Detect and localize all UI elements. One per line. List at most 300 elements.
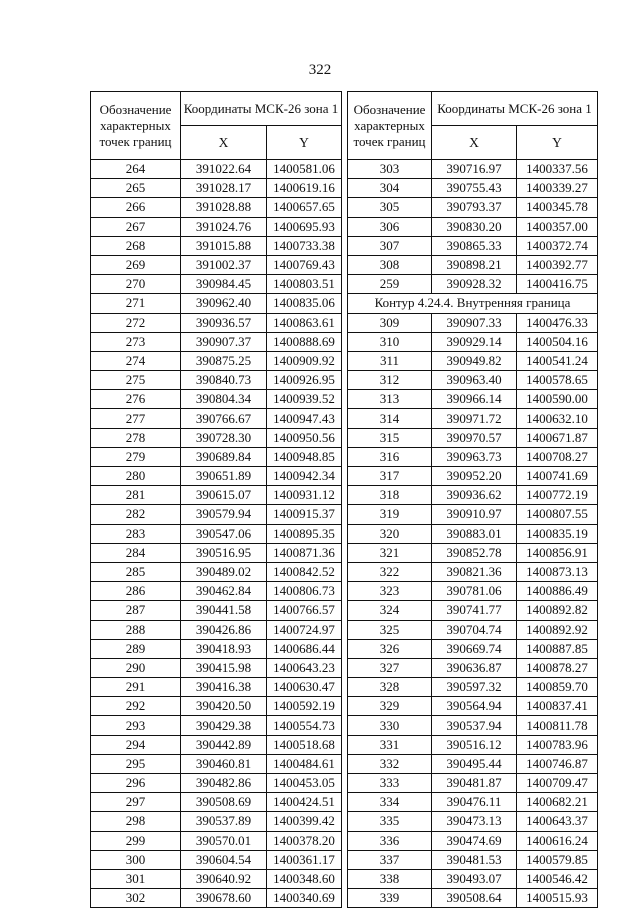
- x-coordinate-cell: 390804.34: [181, 390, 267, 409]
- table-row: [348, 390, 598, 409]
- y-coordinate-cell: 1400504.16: [517, 332, 598, 351]
- x-coordinate-cell: 391022.64: [181, 160, 267, 179]
- x-coordinate-cell: 390755.43: [432, 179, 517, 198]
- table-row: [91, 812, 342, 831]
- table-row: [91, 543, 342, 562]
- point-number-cell: 285: [91, 562, 181, 581]
- point-number-cell: 270: [91, 275, 181, 294]
- page-number: 322: [308, 62, 332, 78]
- y-coordinate-cell: 1400579.85: [517, 850, 598, 869]
- y-coordinate-cell: 1400772.19: [517, 486, 598, 505]
- y-coordinate-cell: 1400835.19: [517, 524, 598, 543]
- y-coordinate-cell: 1400578.65: [517, 371, 598, 390]
- x-coordinate-cell: 390418.93: [181, 639, 267, 658]
- y-coordinate-cell: 1400581.06: [267, 160, 342, 179]
- y-coordinate-cell: 1400643.37: [517, 812, 598, 831]
- table-row: [91, 179, 342, 198]
- point-number-cell: 311: [348, 351, 432, 370]
- table-row: [91, 582, 342, 601]
- table-row: [91, 754, 342, 773]
- table-row: [348, 505, 598, 524]
- y-coordinate-cell: 1400724.97: [267, 620, 342, 639]
- table-row: [348, 754, 598, 773]
- point-number-cell: 302: [91, 889, 181, 908]
- point-number-cell: 329: [348, 697, 432, 716]
- y-coordinate-cell: 1400632.10: [517, 409, 598, 428]
- table-row: [348, 601, 598, 620]
- left-table-body: [91, 160, 342, 908]
- y-coordinate-cell: 1400515.93: [517, 889, 598, 908]
- y-coordinate-cell: 1400811.78: [517, 716, 598, 735]
- x-coordinate-cell: 390473.13: [432, 812, 517, 831]
- y-coordinate-cell: 1400939.52: [267, 390, 342, 409]
- point-number-cell: 316: [348, 447, 432, 466]
- table-row: [348, 831, 598, 850]
- x-coordinate-cell: 391015.88: [181, 236, 267, 255]
- x-coordinate-cell: 390963.40: [432, 371, 517, 390]
- table-row: [348, 793, 598, 812]
- point-number-cell: 292: [91, 697, 181, 716]
- x-coordinate-cell: 390875.25: [181, 351, 267, 370]
- table-row: [348, 869, 598, 888]
- table-row: [348, 332, 598, 351]
- x-coordinate-cell: 390949.82: [432, 351, 517, 370]
- y-coordinate-cell: 1400806.73: [267, 582, 342, 601]
- x-coordinate-cell: 390984.45: [181, 275, 267, 294]
- point-number-cell: 313: [348, 390, 432, 409]
- point-number-cell: 284: [91, 543, 181, 562]
- x-coordinate-cell: 390741.77: [432, 601, 517, 620]
- y-coordinate-cell: 1400686.44: [267, 639, 342, 658]
- x-coordinate-cell: 390929.14: [432, 332, 517, 351]
- x-coordinate-cell: 390669.74: [432, 639, 517, 658]
- x-coordinate-cell: 390481.53: [432, 850, 517, 869]
- y-coordinate-cell: 1400888.69: [267, 332, 342, 351]
- point-number-cell: 283: [91, 524, 181, 543]
- x-coordinate-cell: 390651.89: [181, 467, 267, 486]
- y-coordinate-cell: 1400643.23: [267, 658, 342, 677]
- y-coordinate-cell: 1400708.27: [517, 447, 598, 466]
- x-coordinate-cell: 390970.57: [432, 428, 517, 447]
- y-coordinate-cell: 1400357.00: [517, 217, 598, 236]
- point-number-cell: 296: [91, 774, 181, 793]
- y-coordinate-cell: 1400592.19: [267, 697, 342, 716]
- point-number-cell: 334: [348, 793, 432, 812]
- x-coordinate-cell: 391002.37: [181, 255, 267, 274]
- point-number-cell: 275: [91, 371, 181, 390]
- x-coordinate-cell: 390865.33: [432, 236, 517, 255]
- x-coordinate-cell: 390570.01: [181, 831, 267, 850]
- point-number-cell: 324: [348, 601, 432, 620]
- point-number-cell: 336: [348, 831, 432, 850]
- x-coordinate-cell: 390604.54: [181, 850, 267, 869]
- coords-title-header: Координаты МСК-26 зона 1: [181, 92, 342, 126]
- point-number-cell: 314: [348, 409, 432, 428]
- table-row: [348, 524, 598, 543]
- point-number-cell: 303: [348, 160, 432, 179]
- y-coordinate-cell: 1400842.52: [267, 562, 342, 581]
- x-coordinate-cell: 390537.89: [181, 812, 267, 831]
- point-number-cell: 305: [348, 198, 432, 217]
- table-row: [91, 869, 342, 888]
- table-row: [91, 390, 342, 409]
- y-coordinate-cell: 1400746.87: [517, 754, 598, 773]
- y-coordinate-cell: 1400546.42: [517, 869, 598, 888]
- point-number-cell: 322: [348, 562, 432, 581]
- y-coordinate-cell: 1400476.33: [517, 313, 598, 332]
- contour-row: [348, 294, 598, 313]
- point-number-cell: 308: [348, 255, 432, 274]
- x-coordinate-cell: 390426.86: [181, 620, 267, 639]
- point-number-cell: 268: [91, 236, 181, 255]
- y-coordinate-cell: 1400399.42: [267, 812, 342, 831]
- y-coordinate-cell: 1400871.36: [267, 543, 342, 562]
- y-coordinate-cell: 1400741.69: [517, 467, 598, 486]
- table-row: [348, 428, 598, 447]
- y-coordinate-cell: 1400453.05: [267, 774, 342, 793]
- x-coordinate-cell: 390898.21: [432, 255, 517, 274]
- coords-title-header: Координаты МСК-26 зона 1: [432, 92, 598, 126]
- x-coordinate-cell: 390928.32: [432, 275, 517, 294]
- point-number-cell: 323: [348, 582, 432, 601]
- table-row: [91, 562, 342, 581]
- x-coordinate-cell: 390963.73: [432, 447, 517, 466]
- point-number-cell: 338: [348, 869, 432, 888]
- point-number-cell: 267: [91, 217, 181, 236]
- x-coordinate-cell: 391028.88: [181, 198, 267, 217]
- point-number-cell: 286: [91, 582, 181, 601]
- table-row: [348, 255, 598, 274]
- x-coordinate-cell: 390704.74: [432, 620, 517, 639]
- y-coordinate-cell: 1400541.24: [517, 351, 598, 370]
- x-coordinate-cell: 390564.94: [432, 697, 517, 716]
- table-row: [91, 889, 342, 908]
- x-coordinate-cell: 390907.33: [432, 313, 517, 332]
- coordinates-table-right: [347, 91, 598, 908]
- x-coordinate-cell: 390474.69: [432, 831, 517, 850]
- table-row: [348, 697, 598, 716]
- contour-label: Контур 4.24.4. Внутренняя граница: [348, 294, 598, 313]
- x-coordinate-cell: 390962.40: [181, 294, 267, 313]
- y-coordinate-cell: 1400807.55: [517, 505, 598, 524]
- table-row: [91, 716, 342, 735]
- y-coordinate-cell: 1400657.65: [267, 198, 342, 217]
- table-row: [348, 678, 598, 697]
- table-row: [91, 217, 342, 236]
- point-number-cell: 290: [91, 658, 181, 677]
- x-coordinate-cell: 390936.62: [432, 486, 517, 505]
- x-coordinate-cell: 390420.50: [181, 697, 267, 716]
- point-number-cell: 310: [348, 332, 432, 351]
- table-row: [348, 582, 598, 601]
- x-coordinate-cell: 390883.01: [432, 524, 517, 543]
- y-coordinate-cell: 1400709.47: [517, 774, 598, 793]
- table-row: [91, 850, 342, 869]
- point-number-cell: 264: [91, 160, 181, 179]
- point-number-cell: 259: [348, 275, 432, 294]
- table-row: [348, 217, 598, 236]
- y-coordinate-cell: 1400590.00: [517, 390, 598, 409]
- point-number-cell: 297: [91, 793, 181, 812]
- y-coordinate-cell: 1400835.06: [267, 294, 342, 313]
- x-coordinate-cell: 390442.89: [181, 735, 267, 754]
- point-number-cell: 274: [91, 351, 181, 370]
- x-coordinate-cell: 390416.38: [181, 678, 267, 697]
- table-row: [91, 371, 342, 390]
- y-column-header: Y: [517, 126, 598, 160]
- point-number-cell: 272: [91, 313, 181, 332]
- point-number-cell: 307: [348, 236, 432, 255]
- x-coordinate-cell: 390852.78: [432, 543, 517, 562]
- x-coordinate-cell: 390460.81: [181, 754, 267, 773]
- table-row: [91, 774, 342, 793]
- point-number-cell: 321: [348, 543, 432, 562]
- point-number-cell: 331: [348, 735, 432, 754]
- table-row: [91, 697, 342, 716]
- y-coordinate-cell: 1400803.51: [267, 275, 342, 294]
- point-number-cell: 298: [91, 812, 181, 831]
- y-coordinate-cell: 1400931.12: [267, 486, 342, 505]
- point-number-cell: 333: [348, 774, 432, 793]
- x-coordinate-cell: 390781.06: [432, 582, 517, 601]
- coordinates-table-left: [90, 91, 342, 908]
- table-row: [91, 294, 342, 313]
- table-row: [348, 774, 598, 793]
- x-coordinate-cell: 390597.32: [432, 678, 517, 697]
- x-coordinate-cell: 390508.69: [181, 793, 267, 812]
- y-coordinate-cell: 1400887.85: [517, 639, 598, 658]
- point-number-cell: 282: [91, 505, 181, 524]
- point-number-cell: 276: [91, 390, 181, 409]
- y-coordinate-cell: 1400554.73: [267, 716, 342, 735]
- y-coordinate-cell: 1400909.92: [267, 351, 342, 370]
- y-coordinate-cell: 1400926.95: [267, 371, 342, 390]
- point-number-cell: 337: [348, 850, 432, 869]
- table-row: [91, 831, 342, 850]
- x-coordinate-cell: 390615.07: [181, 486, 267, 505]
- y-coordinate-cell: 1400915.37: [267, 505, 342, 524]
- table-row: [91, 332, 342, 351]
- point-number-cell: 271: [91, 294, 181, 313]
- y-coordinate-cell: 1400345.78: [517, 198, 598, 217]
- table-row: [91, 255, 342, 274]
- point-number-cell: 278: [91, 428, 181, 447]
- table-row: [91, 524, 342, 543]
- table-row: [91, 236, 342, 255]
- table-row: [348, 716, 598, 735]
- y-coordinate-cell: 1400518.68: [267, 735, 342, 754]
- x-coordinate-cell: 390640.92: [181, 869, 267, 888]
- y-coordinate-cell: 1400947.43: [267, 409, 342, 428]
- x-coordinate-cell: 390481.87: [432, 774, 517, 793]
- table-row: [348, 409, 598, 428]
- x-coordinate-cell: 390516.95: [181, 543, 267, 562]
- y-coordinate-cell: 1400424.51: [267, 793, 342, 812]
- table-row: [348, 198, 598, 217]
- table-row: [91, 198, 342, 217]
- y-coordinate-cell: 1400392.77: [517, 255, 598, 274]
- table-row: [91, 447, 342, 466]
- table-row: [91, 275, 342, 294]
- table-row: [348, 467, 598, 486]
- point-number-cell: 312: [348, 371, 432, 390]
- y-coordinate-cell: 1400878.27: [517, 658, 598, 677]
- table-row: [348, 543, 598, 562]
- table-row: [348, 371, 598, 390]
- x-coordinate-cell: 390716.97: [432, 160, 517, 179]
- x-coordinate-cell: 390537.94: [432, 716, 517, 735]
- table-row: [348, 639, 598, 658]
- point-number-cell: 273: [91, 332, 181, 351]
- point-number-cell: 281: [91, 486, 181, 505]
- point-number-cell: 266: [91, 198, 181, 217]
- table-row: [348, 275, 598, 294]
- x-coordinate-cell: 390821.36: [432, 562, 517, 581]
- x-coordinate-cell: 390441.58: [181, 601, 267, 620]
- y-coordinate-cell: 1400783.96: [517, 735, 598, 754]
- table-row: [91, 505, 342, 524]
- point-number-cell: 320: [348, 524, 432, 543]
- point-number-cell: 326: [348, 639, 432, 658]
- point-number-cell: 339: [348, 889, 432, 908]
- table-row: [91, 678, 342, 697]
- table-row: [348, 447, 598, 466]
- y-coordinate-cell: 1400339.27: [517, 179, 598, 198]
- point-number-cell: 295: [91, 754, 181, 773]
- y-coordinate-cell: 1400616.24: [517, 831, 598, 850]
- y-coordinate-cell: 1400942.34: [267, 467, 342, 486]
- y-coordinate-cell: 1400484.61: [267, 754, 342, 773]
- table-row: [348, 889, 598, 908]
- x-coordinate-cell: 390830.20: [432, 217, 517, 236]
- point-number-cell: 294: [91, 735, 181, 754]
- y-coordinate-cell: 1400630.47: [267, 678, 342, 697]
- point-number-cell: 325: [348, 620, 432, 639]
- x-coordinate-cell: 390462.84: [181, 582, 267, 601]
- x-coordinate-cell: 390429.38: [181, 716, 267, 735]
- y-coordinate-cell: 1400619.16: [267, 179, 342, 198]
- x-coordinate-cell: 390793.37: [432, 198, 517, 217]
- x-coordinate-cell: 390971.72: [432, 409, 517, 428]
- x-coordinate-cell: 390508.64: [432, 889, 517, 908]
- table-row: [91, 428, 342, 447]
- x-coordinate-cell: 390907.37: [181, 332, 267, 351]
- table-row: [348, 236, 598, 255]
- point-number-cell: 288: [91, 620, 181, 639]
- y-coordinate-cell: 1400695.93: [267, 217, 342, 236]
- point-number-cell: 304: [348, 179, 432, 198]
- y-coordinate-cell: 1400886.49: [517, 582, 598, 601]
- x-coordinate-cell: 390415.98: [181, 658, 267, 677]
- y-coordinate-cell: 1400863.61: [267, 313, 342, 332]
- x-coordinate-cell: 390493.07: [432, 869, 517, 888]
- table-row: [91, 160, 342, 179]
- table-row: [91, 620, 342, 639]
- point-number-cell: 319: [348, 505, 432, 524]
- x-coordinate-cell: 391028.17: [181, 179, 267, 198]
- table-row: [348, 812, 598, 831]
- x-coordinate-cell: 390728.30: [181, 428, 267, 447]
- x-coordinate-cell: 390966.14: [432, 390, 517, 409]
- y-coordinate-cell: 1400372.74: [517, 236, 598, 255]
- table-row: [348, 351, 598, 370]
- x-coordinate-cell: 390489.02: [181, 562, 267, 581]
- point-number-cell: 335: [348, 812, 432, 831]
- y-coordinate-cell: 1400337.56: [517, 160, 598, 179]
- x-coordinate-cell: 390840.73: [181, 371, 267, 390]
- y-coordinate-cell: 1400859.70: [517, 678, 598, 697]
- y-coordinate-cell: 1400378.20: [267, 831, 342, 850]
- table-row: [348, 850, 598, 869]
- table-row: [348, 160, 598, 179]
- table-row: [91, 351, 342, 370]
- point-number-cell: 293: [91, 716, 181, 735]
- point-number-cell: 280: [91, 467, 181, 486]
- designation-header: Обозначение характерных точек границ: [348, 92, 432, 160]
- point-number-cell: 300: [91, 850, 181, 869]
- x-coordinate-cell: 390547.06: [181, 524, 267, 543]
- x-coordinate-cell: 390910.97: [432, 505, 517, 524]
- x-coordinate-cell: 390516.12: [432, 735, 517, 754]
- point-number-cell: 287: [91, 601, 181, 620]
- table-row: [91, 486, 342, 505]
- point-number-cell: 277: [91, 409, 181, 428]
- y-coordinate-cell: 1400895.35: [267, 524, 342, 543]
- table-row: [348, 313, 598, 332]
- y-coordinate-cell: 1400348.60: [267, 869, 342, 888]
- x-column-header: X: [181, 126, 267, 160]
- x-coordinate-cell: 390495.44: [432, 754, 517, 773]
- y-column-header: Y: [267, 126, 342, 160]
- point-number-cell: 317: [348, 467, 432, 486]
- y-coordinate-cell: 1400856.91: [517, 543, 598, 562]
- right-table-body: [348, 160, 598, 908]
- point-number-cell: 328: [348, 678, 432, 697]
- table-row: [91, 313, 342, 332]
- point-number-cell: 279: [91, 447, 181, 466]
- x-coordinate-cell: 390766.67: [181, 409, 267, 428]
- table-row: [348, 179, 598, 198]
- table-row: [91, 735, 342, 754]
- point-number-cell: 291: [91, 678, 181, 697]
- table-row: [91, 601, 342, 620]
- y-coordinate-cell: 1400682.21: [517, 793, 598, 812]
- x-coordinate-cell: 390952.20: [432, 467, 517, 486]
- y-coordinate-cell: 1400873.13: [517, 562, 598, 581]
- y-coordinate-cell: 1400950.56: [267, 428, 342, 447]
- point-number-cell: 332: [348, 754, 432, 773]
- x-coordinate-cell: 390936.57: [181, 313, 267, 332]
- point-number-cell: 318: [348, 486, 432, 505]
- y-coordinate-cell: 1400733.38: [267, 236, 342, 255]
- x-column-header: X: [432, 126, 517, 160]
- y-coordinate-cell: 1400948.85: [267, 447, 342, 466]
- point-number-cell: 330: [348, 716, 432, 735]
- y-coordinate-cell: 1400361.17: [267, 850, 342, 869]
- table-row: [348, 562, 598, 581]
- point-number-cell: 289: [91, 639, 181, 658]
- point-number-cell: 306: [348, 217, 432, 236]
- x-coordinate-cell: 390678.60: [181, 889, 267, 908]
- y-coordinate-cell: 1400769.43: [267, 255, 342, 274]
- table-row: [91, 658, 342, 677]
- point-number-cell: 299: [91, 831, 181, 850]
- x-coordinate-cell: 390689.84: [181, 447, 267, 466]
- point-number-cell: 265: [91, 179, 181, 198]
- x-coordinate-cell: 391024.76: [181, 217, 267, 236]
- table-row: [91, 409, 342, 428]
- point-number-cell: 327: [348, 658, 432, 677]
